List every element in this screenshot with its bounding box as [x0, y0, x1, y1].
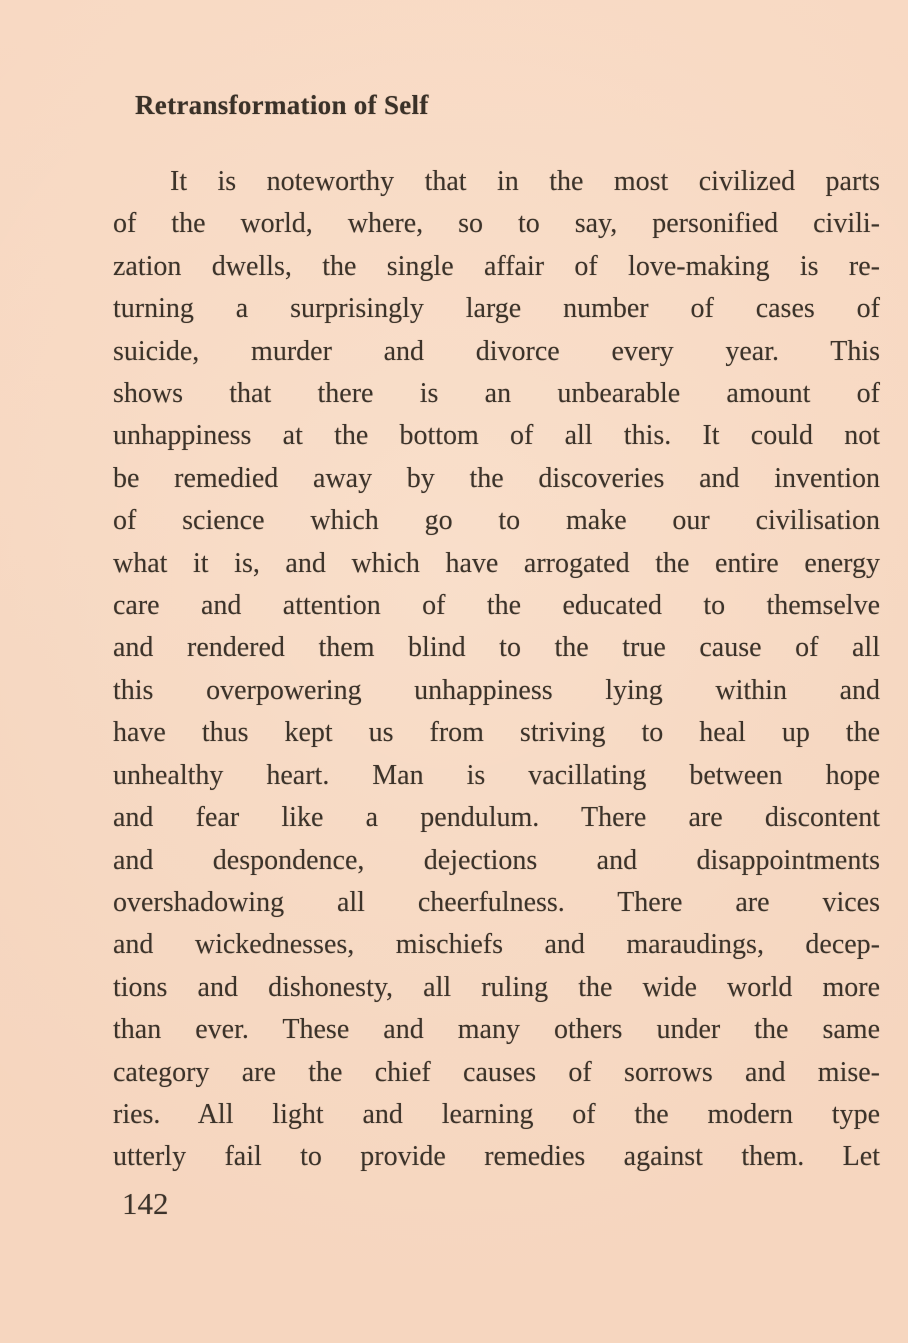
text-line: be remedied away by the discoveries and invention: [113, 462, 880, 494]
text-line: zation dwells, the single affair of love-making is re-: [113, 250, 880, 282]
text-line: what it is, and which have arrogated the entire energy: [113, 547, 880, 579]
text-line: of science which go to make our civilisation: [113, 505, 880, 537]
text-line: category are the chief causes of sorrows and mise-: [113, 1056, 880, 1088]
text-line: and fear like a pendulum. There are discontent: [113, 802, 880, 834]
text-line: turning a surprisingly large number of cases of: [113, 293, 880, 325]
running-header: Retransformation of Self: [135, 90, 429, 120]
text-line: have thus kept us from striving to heal up the: [113, 717, 880, 749]
text-line: unhappiness at the bottom of all this. It could not: [113, 420, 880, 452]
text-line: this overpowering unhappiness lying within and: [113, 674, 880, 706]
text-line: and rendered them blind to the true cause of all: [113, 632, 880, 664]
text-line: utterly fail to provide remedies against them. Let: [113, 1141, 880, 1173]
text-line: suicide, murder and divorce every year. This: [113, 335, 880, 367]
text-line: ries. All light and learning of the modern type: [113, 1098, 880, 1130]
page-number: 142: [122, 1186, 169, 1221]
text-line: shows that there is an unbearable amount of: [113, 378, 880, 410]
text-line: tions and dishonesty, all ruling the wide world more: [113, 971, 880, 1003]
text-line: unhealthy heart. Man is vacillating between hope: [113, 759, 880, 791]
body-text: [113, 161, 880, 1179]
text-line: than ever. These and many others under the same: [113, 1014, 880, 1046]
text-line: of the world, where, so to say, personified civili-: [113, 208, 880, 240]
text-line: and wickednesses, mischiefs and maraudings, decep-: [113, 929, 880, 961]
text-line: care and attention of the educated to themselve: [113, 590, 880, 622]
text-line: overshadowing all cheerfulness. There are vices: [113, 886, 880, 918]
text-line: It is noteworthy that in the most civilized parts: [170, 166, 880, 197]
text-line: and despondence, dejections and disappointments: [113, 844, 880, 876]
